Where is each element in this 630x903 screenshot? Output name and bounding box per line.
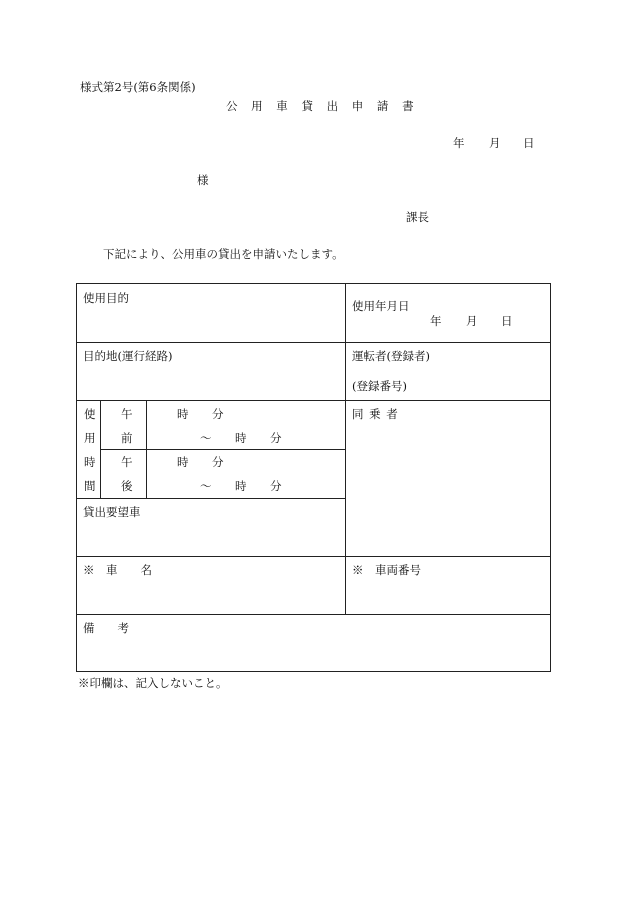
pm-char: 後	[121, 479, 133, 493]
column-divider	[100, 400, 101, 498]
row-divider	[100, 449, 346, 450]
pm-start-hour-unit: 時	[177, 455, 189, 469]
am-start-hour-unit: 時	[177, 407, 189, 421]
remarks-label: 備 考	[83, 621, 129, 635]
usage-date-month: 月	[466, 314, 478, 328]
application-form-table	[76, 283, 551, 672]
applicant-title: 課長	[406, 210, 429, 224]
row-divider	[77, 614, 550, 615]
driver-label: 運転者(登録者)	[352, 349, 430, 363]
pm-char: 午	[121, 455, 133, 469]
footnote: ※印欄は、記入しないこと。	[78, 676, 228, 690]
row-divider	[77, 400, 550, 401]
form-title: 公 用 車 貸 出 申 請 書	[226, 99, 419, 113]
addressee-suffix: 様	[197, 173, 209, 187]
am-char: 前	[121, 431, 133, 445]
vehicle-name-label: ※ 車 名	[83, 563, 152, 577]
row-divider	[77, 342, 550, 343]
vehicle-number-label: ※ 車両番号	[352, 563, 421, 577]
am-start-minute-unit: 分	[212, 407, 224, 421]
am-end-hour-unit: 時	[235, 431, 247, 445]
requested-vehicle-label: 貸出要望車	[83, 505, 141, 519]
destination-label: 目的地(運行経路)	[83, 349, 173, 363]
form-number: 様式第2号(第6条関係)	[80, 80, 196, 94]
pm-start-minute-unit: 分	[212, 455, 224, 469]
pm-tilde: 〜	[200, 479, 212, 493]
date-day: 日	[523, 136, 535, 150]
row-divider	[77, 556, 550, 557]
column-divider	[146, 400, 147, 498]
usage-date-day: 日	[501, 314, 513, 328]
usage-time-char: 使	[84, 407, 96, 421]
usage-date-label: 使用年月日	[352, 299, 410, 313]
usage-time-char: 時	[84, 455, 96, 469]
usage-date-year: 年	[430, 314, 442, 328]
am-char: 午	[121, 407, 133, 421]
usage-time-char: 用	[84, 431, 96, 445]
intro-text: 下記により、公用車の貸出を申請いたします。	[103, 247, 344, 261]
pm-end-minute-unit: 分	[270, 479, 282, 493]
registration-number-label: (登録番号)	[352, 379, 407, 393]
am-end-minute-unit: 分	[270, 431, 282, 445]
passengers-label: 同 乗 者	[352, 407, 399, 421]
row-divider	[77, 498, 346, 499]
am-tilde: 〜	[200, 431, 212, 445]
usage-time-char: 間	[84, 479, 96, 493]
pm-end-hour-unit: 時	[235, 479, 247, 493]
column-divider	[345, 284, 346, 614]
date-month: 月	[489, 136, 501, 150]
date-year: 年	[453, 136, 465, 150]
purpose-label: 使用目的	[83, 291, 129, 305]
